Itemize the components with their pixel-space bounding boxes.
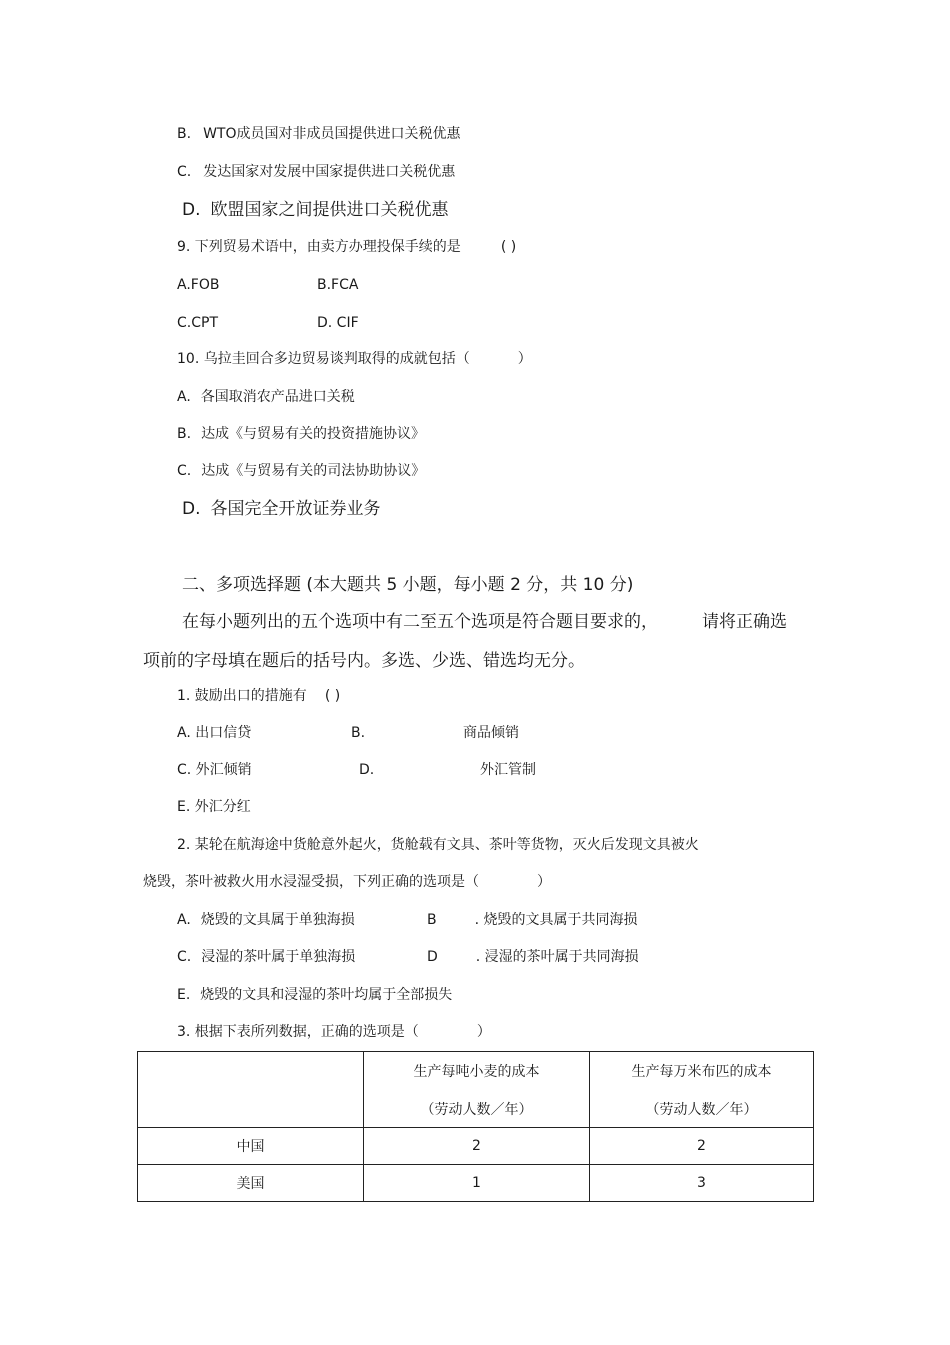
table-header-empty: [138, 1052, 364, 1128]
option-text: 烧毁的文具和浸湿的茶叶均属于全部损失: [200, 987, 453, 1003]
table-header-cloth: [590, 1052, 814, 1128]
section-instructions-line2: 项前的字母填在题后的括号内。多选、少选、错选均无分。: [143, 651, 585, 671]
answer-paren: ( ): [500, 239, 517, 255]
m2-stem-line1: 2. 某轮在航海途中货舱意外起火，货舱载有文具、茶叶等货物，灭火后发现文具被火: [177, 837, 699, 853]
option-label: B: [427, 912, 437, 928]
option-label: D: [427, 949, 438, 965]
option-text: . 烧毁的文具属于共同海损: [474, 912, 638, 928]
q10-option-b: [177, 425, 425, 443]
m2-option-a: [177, 911, 355, 929]
q9-stem: [177, 238, 516, 256]
q9-option-c: C.CPT: [177, 315, 218, 331]
q9-option-b: B.FCA: [317, 277, 359, 293]
table-cell-wheat: 2: [364, 1128, 590, 1165]
option-text: 达成《与贸易有关的司法协助协议》: [201, 463, 426, 479]
q9-option-a: A.FOB: [177, 277, 220, 293]
option-label: C.: [177, 164, 192, 180]
answer-paren-close: ）: [476, 1024, 491, 1040]
option-label: A.: [177, 912, 191, 928]
header-line: 生产每万米布匹的成本: [631, 1063, 772, 1080]
option-label: B.: [177, 426, 192, 442]
m2-option-b: [427, 911, 638, 929]
m2-option-e: [177, 986, 452, 1004]
option-label: E.: [177, 987, 191, 1003]
q8-option-d: [182, 199, 449, 221]
table-cell-country: 美国: [138, 1165, 364, 1202]
table-cell-wheat: 1: [364, 1165, 590, 1202]
option-label: C.: [177, 463, 192, 479]
m2-option-c: [177, 948, 355, 966]
option-text: 浸湿的茶叶属于单独海损: [201, 949, 356, 965]
section-instructions-line1: [182, 611, 787, 633]
option-text: 达成《与贸易有关的投资措施协议》: [201, 426, 426, 442]
header-line: 生产每吨小麦的成本: [413, 1063, 540, 1080]
table-row: [138, 1128, 814, 1165]
option-label: A.: [177, 389, 191, 405]
option-label: D.: [182, 499, 201, 519]
m1-option-e: E. 外汇分红: [177, 799, 251, 815]
m1-option-b-label: B.: [351, 725, 366, 741]
option-text: WTO成员国对非成员国提供进口关税优惠: [203, 126, 461, 142]
q10-option-c: [177, 462, 425, 480]
q8-option-c: [177, 163, 455, 181]
q10-option-d: [182, 498, 381, 520]
table-header-row: [138, 1052, 814, 1128]
question-text: 3. 根据下表所列数据，正确的选项是（: [177, 1024, 419, 1040]
m1-stem: [177, 687, 340, 705]
m1-option-d-text: 外汇管制: [480, 762, 536, 778]
header-unit: （劳动人数／年）: [420, 1101, 533, 1118]
option-text: 烧毁的文具属于单独海损: [200, 912, 355, 928]
question-text: 1. 鼓励出口的措施有: [177, 688, 307, 704]
m3-stem: [177, 1023, 491, 1041]
m2-option-d: [427, 948, 639, 966]
q10-option-a: [177, 388, 355, 406]
q10-stem: [177, 350, 532, 368]
answer-paren-close: ）: [537, 874, 551, 890]
section-heading: 二、多项选择题 (本大题共 5 小题，每小题 2 分，共 10 分): [182, 575, 634, 595]
option-text: 各国取消农产品进口关税: [200, 389, 355, 405]
answer-paren: ( ): [324, 688, 341, 704]
question-text: 10. 乌拉圭回合多边贸易谈判取得的成就包括（: [177, 351, 470, 367]
m1-option-a: A. 出口信贷: [177, 725, 252, 741]
question-text: 烧毁，茶叶被救火用水浸湿受损，下列正确的选项是（: [143, 874, 479, 890]
table-cell-cloth: 2: [590, 1128, 814, 1165]
option-text: . 浸湿的茶叶属于共同海损: [475, 949, 639, 965]
question-text: 9. 下列贸易术语中，由卖方办理投保手续的是: [177, 239, 461, 255]
table-cell-country: 中国: [138, 1128, 364, 1165]
answer-paren-close: ）: [517, 351, 532, 367]
table-row: [138, 1165, 814, 1202]
m1-option-b-text: 商品倾销: [463, 725, 519, 741]
option-text: 发达国家对发展中国家提供进口关税优惠: [203, 164, 456, 180]
option-label: D.: [182, 200, 201, 220]
instruction-text: 在每小题列出的五个选项中有二至五个选项是符合题目要求的，: [182, 612, 658, 632]
option-text: 各国完全开放证券业务: [210, 499, 381, 519]
m1-option-d-label: D.: [359, 762, 375, 778]
q8-option-b: [177, 125, 460, 143]
m2-stem-line2: [143, 873, 551, 891]
cost-table: [137, 1051, 814, 1202]
instruction-text: 请将正确选: [702, 612, 787, 632]
option-label: B.: [177, 126, 192, 142]
table-header-wheat: [364, 1052, 590, 1128]
option-label: C.: [177, 949, 192, 965]
option-text: 欧盟国家之间提供进口关税优惠: [210, 200, 449, 220]
table-cell-cloth: 3: [590, 1165, 814, 1202]
q9-option-d: D. CIF: [317, 315, 359, 331]
m1-option-c: C. 外汇倾销: [177, 762, 252, 778]
header-unit: （劳动人数／年）: [645, 1101, 758, 1118]
